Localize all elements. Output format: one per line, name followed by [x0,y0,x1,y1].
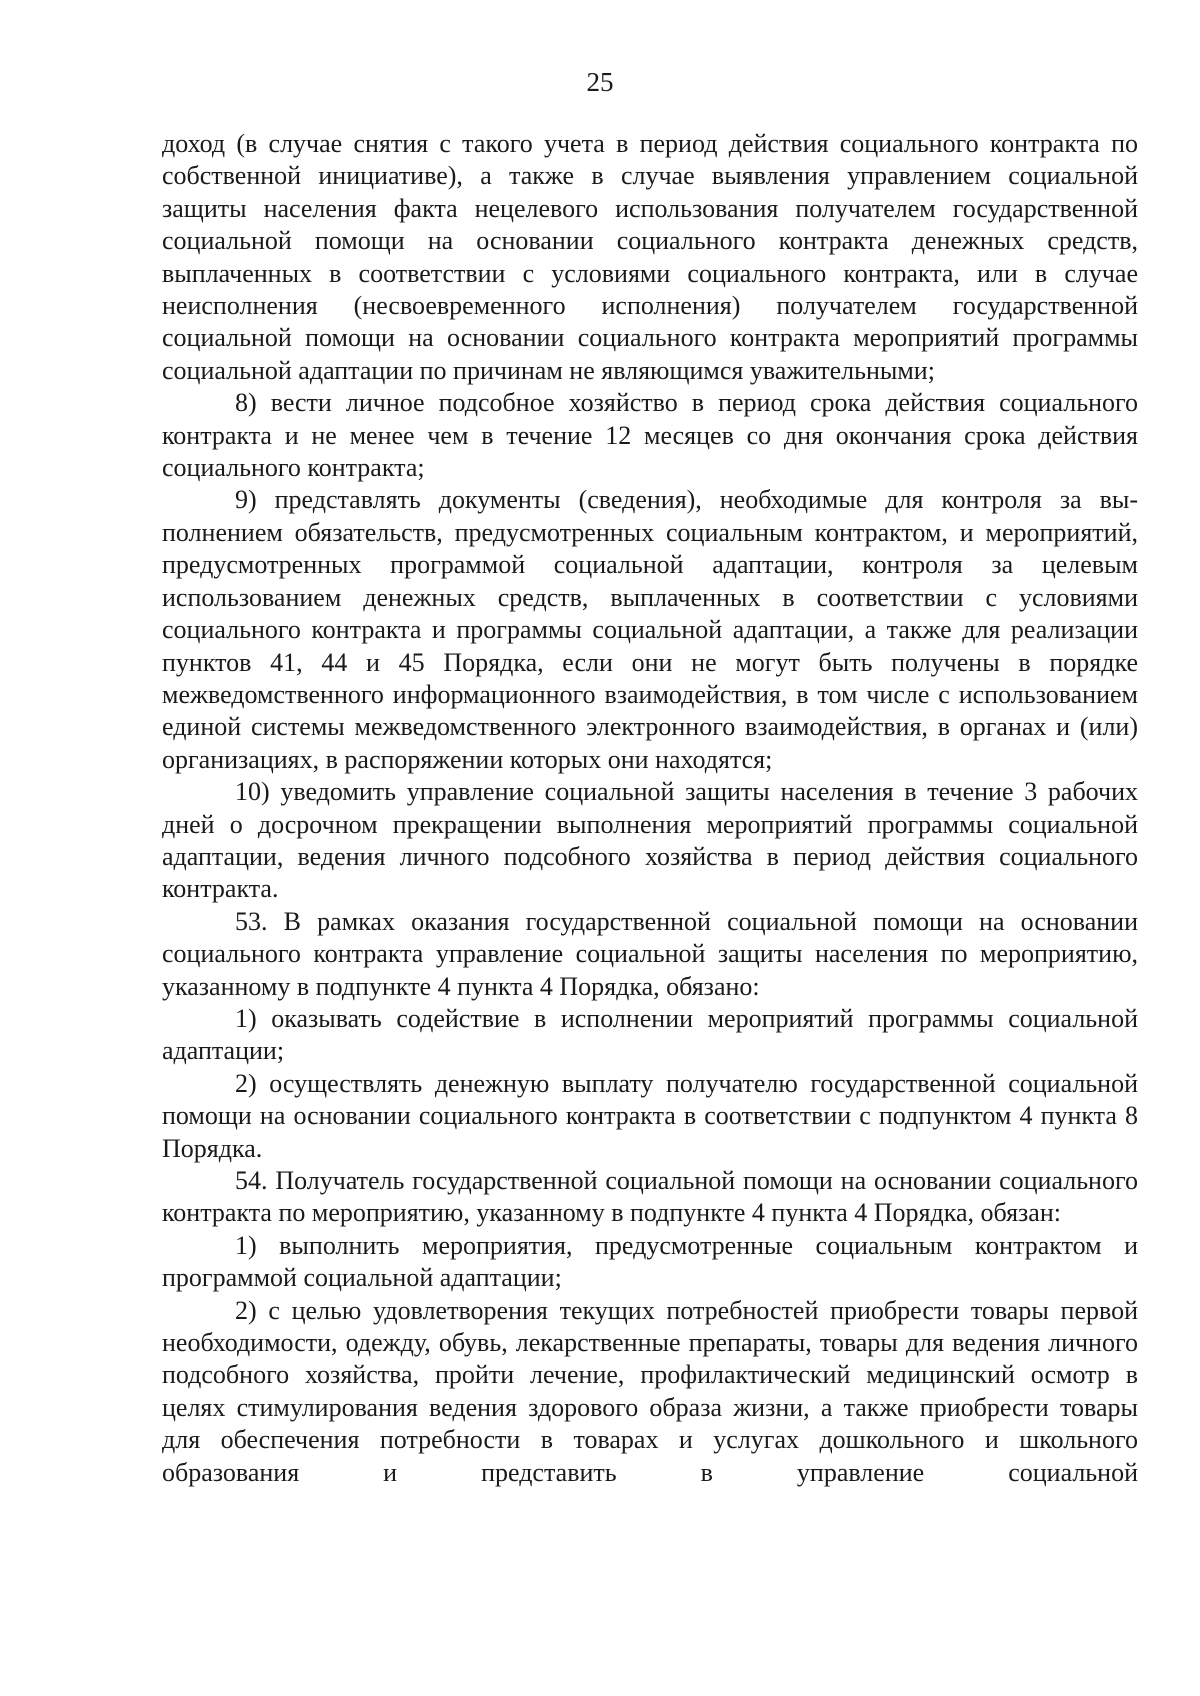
paragraph-clause-53-item-1: 1) оказывать содействие в исполнении мероприятий программы социальной адаптации; [162,1003,1138,1066]
page-number: 25 [586,67,614,97]
paragraph-item-9: 9) представлять документы (сведения), необходимые для контроля за выполнением обязательств, предусмотренных социальным контрактом, и мероприятий, предусмотренных программой социальной адаптации, контроля за целевым использованием денежных средств, выплаченных в соответствии с условиями социального контракта и программы социальной адаптации, а также для реализации пунктов 41, 44 и 45 Порядка, если они не могут быть получены в порядке межведомственного информационного взаимодействия, в том числе с использованием единой системы межведомственного электронного взаимодействия, в органах и (или) организациях, в распоряжении которых они находятся; [162,485,1138,774]
paragraph-clause-54: 54. Получатель государственной социальной помощи на основании социального контракта по мероприятию, указанному в подпункте 4 пункта 4 Порядка, обязан: [162,1166,1138,1228]
paragraph-clause-54-item-2: 2) с целью удовлетворения текущих потребностей приобрести товары первой необходимости, одежду, обувь, лекарственные препараты, товары для ведения личного подсобного хозяйства, пройти лечение, профилактический медицинский осмотр в целях стимулирования ведения здорового образа жизни, а также приобрести товары для обеспечения потребности в товарах и услугах дошкольного и школьного образования и представить в управление социальной [162,1295,1138,1487]
paragraph-clause-53-item-2: 2) осуществлять денежную выплату получателю государственной социальной помощи на основании социального контракта в соответствии с подпунктом 4 пункта 8 Порядка. [162,1068,1138,1163]
paragraph-item-8: 8) вести личное подсобное хозяйство в период срока действия социального контракта и не менее чем в течение 12 месяцев со дня окончания срока действия социального контракта; [162,388,1138,483]
document-body [162,128,1138,1489]
paragraph-clause-54-item-1: 1) выполнить мероприятия, предусмотренные социальным контрактом и программой социальной адаптации; [162,1230,1138,1293]
paragraph-continuation: доход (в случае снятия с такого учета в период действия социального контракта по собственной инициативе), а также в случае выявления управлением социальной защиты населения факта нецелевого использования получателем государственной социальной помощи на основании социального контракта денежных средств, выплаченных в соответствии с условиями социального контракта, или в случае неисполнения (несвоевременного исполнения) получателем государственной социальной помощи на основании социального контракта мероприятий программы социальной адаптации по причинам не являющимся уважительными; [162,129,1138,385]
paragraph-item-10: 10) уведомить управление социальной защиты населения в течение 3 рабочих дней о досрочном прекращении выполнения мероприятий программы социальной адаптации, ведения личного подсобного хозяйства в период действия социального контракта. [162,777,1138,904]
paragraph-clause-53: 53. В рамках оказания государственной социальной помощи на основании социального контракта управление социальной защиты населения по мероприятию, указанному в подпункте 4 пункта 4 Порядка, обязано: [162,906,1138,1001]
